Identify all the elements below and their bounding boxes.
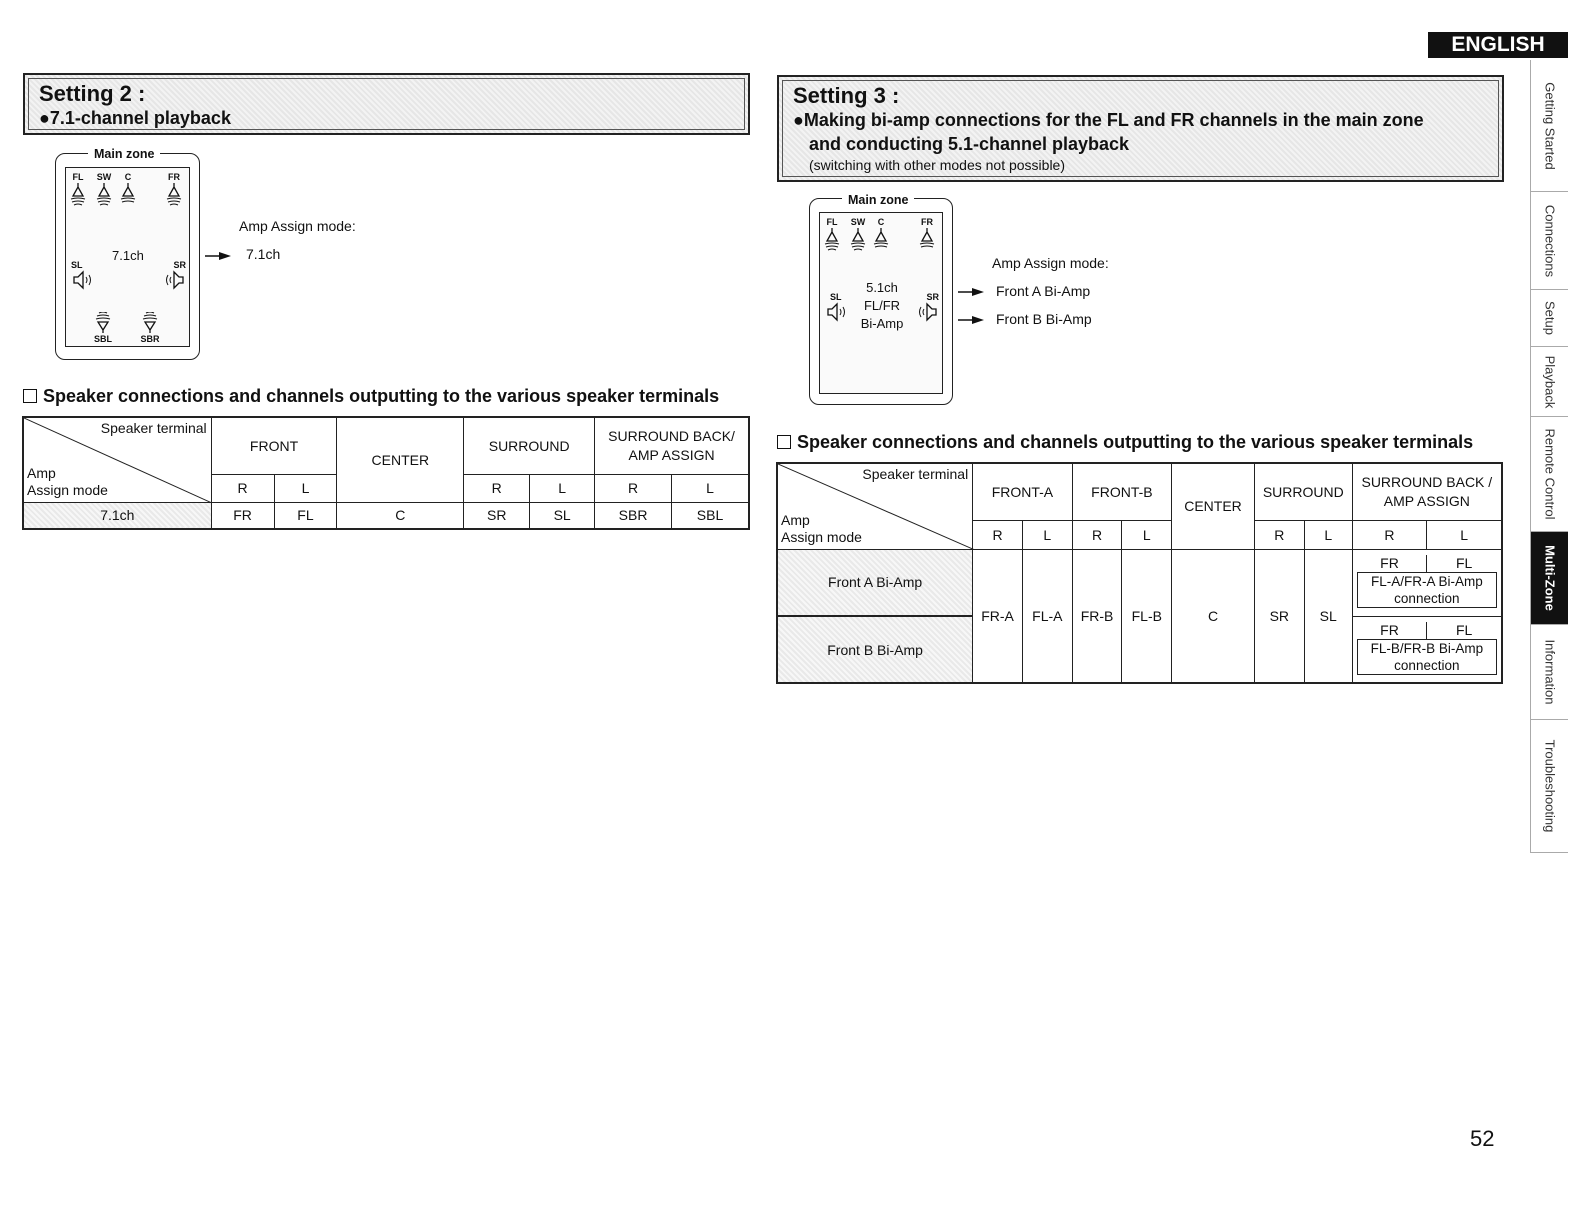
header-center: CENTER bbox=[1172, 463, 1255, 549]
speaker-sw-label: SW bbox=[96, 172, 112, 182]
sub-l: L bbox=[672, 474, 749, 502]
center-speaker-icon bbox=[119, 182, 137, 206]
arrow-right-icon bbox=[205, 251, 233, 261]
speaker-c-label: C bbox=[877, 217, 885, 227]
page-number: 52 bbox=[1470, 1126, 1495, 1151]
cell: C bbox=[1172, 549, 1255, 683]
amp-assign-cell-front-b bbox=[1352, 616, 1502, 683]
connection-line-2: connection bbox=[1394, 590, 1460, 606]
row-label: Front A Bi-Amp bbox=[777, 549, 973, 616]
setting3-mode-item-1: Front A Bi-Amp bbox=[996, 283, 1091, 299]
cell: FR bbox=[211, 502, 274, 529]
speaker-fr-label: FR bbox=[168, 172, 180, 182]
sub-r: R bbox=[595, 474, 672, 502]
cell: FR-A bbox=[973, 549, 1023, 683]
cell: SL bbox=[530, 502, 595, 529]
speaker-sbl-label: SBL bbox=[94, 334, 112, 344]
header-surround-back bbox=[1352, 463, 1502, 520]
speaker-sr-label: SR bbox=[173, 260, 186, 270]
cell: SBR bbox=[595, 502, 672, 529]
header-surround-back-line-2: AMP ASSIGN bbox=[1383, 492, 1470, 509]
setting3-speaker-sl bbox=[825, 292, 849, 322]
tab-playback[interactable] bbox=[1530, 347, 1568, 417]
setting3-speaker-fr bbox=[917, 217, 937, 251]
connection-line-2: connection bbox=[1394, 657, 1460, 673]
corner-bottom-line-2: Assign mode bbox=[27, 481, 108, 498]
corner-bottom-line-1: Amp bbox=[27, 464, 56, 481]
bi-amp-connection-box bbox=[1357, 572, 1497, 608]
setting2-speaker-sw bbox=[94, 172, 114, 206]
cell: SL bbox=[1304, 549, 1352, 683]
speaker-sr-label: SR bbox=[926, 292, 939, 302]
header-front-a: FRONT-A bbox=[973, 463, 1072, 520]
sub-l: L bbox=[1304, 520, 1352, 549]
setting3-subtitle-line-2: and conducting 5.1-channel playback bbox=[809, 134, 1130, 154]
sub-l: L bbox=[1122, 520, 1172, 549]
language-badge: ENGLISH bbox=[1428, 32, 1568, 58]
tab-setup[interactable] bbox=[1530, 290, 1568, 347]
surround-back-speaker-icon bbox=[94, 312, 112, 334]
setting2-mode-item: 7.1ch bbox=[246, 246, 281, 262]
tab-label: Setup bbox=[1542, 301, 1557, 335]
setting3-section-heading-text: Speaker connections and channels outputting to the various speaker terminals bbox=[797, 432, 1474, 452]
setting2-speaker-c bbox=[118, 172, 138, 206]
sub-r: R bbox=[1254, 520, 1304, 549]
setting2-title: Setting 2 : bbox=[39, 81, 146, 106]
setting3-note: (switching with other modes not possible) bbox=[809, 157, 1066, 173]
tab-multi-zone[interactable] bbox=[1530, 532, 1568, 625]
front-speaker-icon bbox=[165, 182, 183, 206]
row-label: Front B Bi-Amp bbox=[777, 616, 973, 683]
header-surround: SURROUND bbox=[464, 417, 595, 474]
center-speaker-icon bbox=[872, 227, 890, 251]
setting3-section-heading bbox=[777, 432, 1473, 453]
tab-troubleshooting[interactable] bbox=[1530, 720, 1568, 853]
setting3-speaker-table bbox=[776, 462, 1503, 684]
header-center: CENTER bbox=[337, 417, 464, 502]
setting3-speaker-c bbox=[871, 217, 891, 251]
side-speaker-right-icon bbox=[916, 302, 938, 322]
cell: C bbox=[337, 502, 464, 529]
tab-label: Connections bbox=[1542, 204, 1557, 277]
row-label: 7.1ch bbox=[23, 502, 211, 529]
setting3-header bbox=[777, 75, 1504, 182]
tab-connections[interactable] bbox=[1530, 192, 1568, 290]
cell: FL-A bbox=[1022, 549, 1072, 683]
header-surround-back-line-1: SURROUND BACK/ bbox=[608, 427, 735, 444]
connection-line-1: FL-A/FR-A Bi-Amp bbox=[1370, 573, 1483, 589]
sub-r: R bbox=[973, 520, 1023, 549]
setting2-speaker-fr bbox=[164, 172, 184, 206]
speaker-fl-label: FL bbox=[826, 217, 838, 227]
subwoofer-icon bbox=[95, 182, 113, 206]
table-corner-cell bbox=[23, 417, 211, 502]
cell: SR bbox=[464, 502, 530, 529]
tab-information[interactable] bbox=[1530, 625, 1568, 720]
tab-getting-started[interactable] bbox=[1530, 60, 1568, 192]
cell: FL-B bbox=[1122, 549, 1172, 683]
surround-back-speaker-icon bbox=[141, 312, 159, 334]
setting2-speaker-sl bbox=[71, 260, 95, 290]
setting2-section-heading-text: Speaker connections and channels outputting to the various speaker terminals bbox=[43, 386, 720, 406]
sub-r: R bbox=[1352, 520, 1427, 549]
amp-assign-r: FR bbox=[1353, 555, 1428, 572]
setting2-speaker-fl bbox=[68, 172, 88, 206]
checkbox-square-icon bbox=[777, 435, 791, 449]
amp-assign-r: FR bbox=[1353, 622, 1428, 639]
sub-l: L bbox=[530, 474, 595, 502]
corner-top-label: Speaker terminal bbox=[862, 466, 969, 482]
front-speaker-icon bbox=[69, 182, 87, 206]
setting2-speaker-sbr bbox=[139, 312, 161, 344]
header-front: FRONT bbox=[211, 417, 337, 474]
side-speaker-right-icon bbox=[163, 270, 185, 290]
cell: FR-B bbox=[1072, 549, 1122, 683]
speaker-fr-label: FR bbox=[921, 217, 933, 227]
corner-top-label: Speaker terminal bbox=[100, 420, 207, 436]
speaker-sl-label: SL bbox=[71, 260, 83, 270]
tab-label: Playback bbox=[1542, 355, 1557, 408]
sub-l: L bbox=[1022, 520, 1072, 549]
bi-amp-connection-box bbox=[1357, 639, 1497, 675]
cell: FL bbox=[274, 502, 337, 529]
setting2-center-text: 7.1ch bbox=[112, 248, 144, 263]
setting3-subtitle-line-1: ●Making bi-amp connections for the FL and FR channels in the main zone bbox=[793, 110, 1424, 130]
side-speaker-left-icon bbox=[826, 302, 848, 322]
checkbox-square-icon bbox=[23, 389, 37, 403]
setting2-header bbox=[23, 73, 750, 135]
setting2-speaker-table bbox=[22, 416, 750, 530]
setting3-center-text bbox=[856, 279, 908, 333]
setting2-amp-mode-label: Amp Assign mode: bbox=[239, 218, 356, 234]
amp-assign-l: FL bbox=[1456, 554, 1473, 571]
header-surround-back bbox=[595, 417, 749, 474]
amp-assign-cell-front-a bbox=[1352, 549, 1502, 616]
speaker-sl-label: SL bbox=[830, 292, 842, 302]
setting3-mode-item-2: Front B Bi-Amp bbox=[996, 311, 1092, 327]
setting2-zone-label: Main zone bbox=[88, 147, 160, 161]
tab-label: Multi-Zone bbox=[1542, 545, 1557, 611]
corner-bottom-line-2: Assign mode bbox=[781, 528, 862, 545]
corner-bottom-line-1: Amp bbox=[781, 511, 810, 528]
side-speaker-left-icon bbox=[72, 270, 94, 290]
header-surround-back-line-2: AMP ASSIGN bbox=[628, 446, 715, 463]
subwoofer-icon bbox=[849, 227, 867, 251]
sub-r: R bbox=[211, 474, 274, 502]
setting2-speaker-sbl bbox=[92, 312, 114, 344]
arrow-right-icon bbox=[958, 315, 986, 325]
table-row bbox=[23, 502, 749, 529]
setting3-amp-mode-label: Amp Assign mode: bbox=[992, 255, 1109, 271]
center-text-line-1: 5.1ch bbox=[866, 280, 898, 295]
center-text-line-3: Bi-Amp bbox=[860, 316, 904, 331]
header-surround: SURROUND bbox=[1254, 463, 1352, 520]
speaker-sw-label: SW bbox=[850, 217, 866, 227]
setting3-zone-label: Main zone bbox=[842, 193, 914, 207]
setting2-subtitle: ●7.1-channel playback bbox=[39, 108, 231, 128]
front-speaker-icon bbox=[823, 227, 841, 251]
setting3-speaker-sw bbox=[848, 217, 868, 251]
tab-remote-control[interactable] bbox=[1530, 417, 1568, 532]
setting2-speaker-sr bbox=[162, 260, 186, 290]
tab-label: Getting Started bbox=[1542, 81, 1557, 170]
table-row bbox=[777, 549, 1502, 616]
speaker-fl-label: FL bbox=[72, 172, 84, 182]
cell: SBL bbox=[672, 502, 749, 529]
amp-assign-l: FL bbox=[1456, 621, 1473, 638]
arrow-right-icon bbox=[958, 287, 986, 297]
header-front-b: FRONT-B bbox=[1072, 463, 1171, 520]
header-surround-back-line-1: SURROUND BACK / bbox=[1361, 473, 1493, 490]
front-speaker-icon bbox=[918, 227, 936, 251]
speaker-sbr-label: SBR bbox=[140, 334, 160, 344]
setting2-section-heading bbox=[23, 386, 719, 407]
setting3-speaker-sr bbox=[915, 292, 939, 322]
setting3-speaker-fl bbox=[822, 217, 842, 251]
setting3-title: Setting 3 : bbox=[793, 83, 900, 108]
sub-l: L bbox=[1427, 520, 1502, 549]
tab-label: Information bbox=[1542, 639, 1557, 705]
tab-label: Troubleshooting bbox=[1542, 739, 1557, 833]
table-corner-cell bbox=[777, 463, 973, 549]
sub-r: R bbox=[1072, 520, 1122, 549]
connection-line-1: FL-B/FR-B Bi-Amp bbox=[1370, 640, 1484, 656]
tab-label: Remote Control bbox=[1542, 428, 1557, 520]
sub-r: R bbox=[464, 474, 530, 502]
center-text-line-2: FL/FR bbox=[863, 298, 901, 313]
sub-l: L bbox=[274, 474, 337, 502]
speaker-c-label: C bbox=[124, 172, 132, 182]
cell: SR bbox=[1254, 549, 1304, 683]
